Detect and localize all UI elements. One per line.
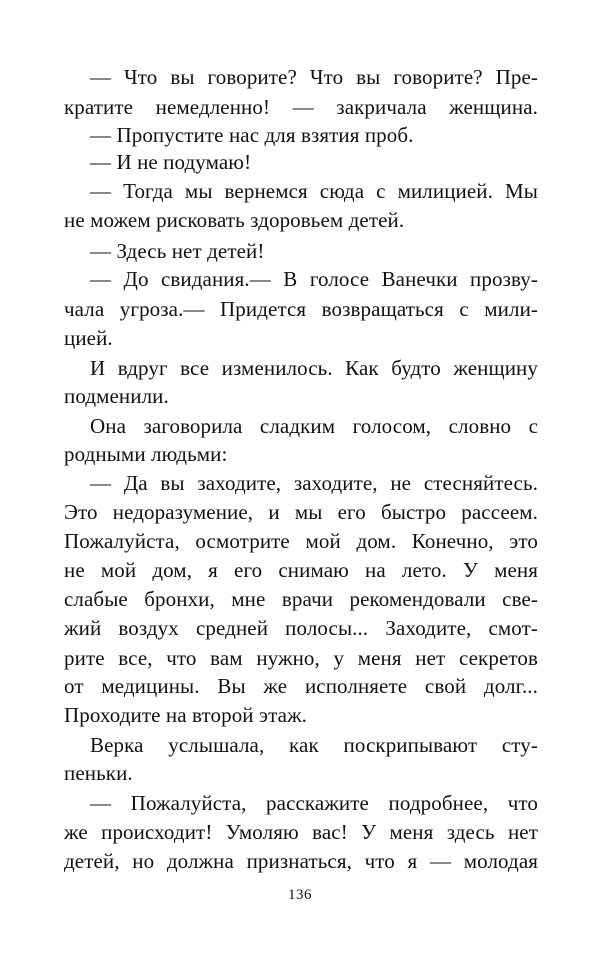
text-line: — Пропустите нас для взятия проб. bbox=[90, 123, 414, 147]
text-line: Она заговорила сладким голосом, словно с bbox=[90, 414, 538, 438]
text-line: рите все, что вам нужно, у меня нет секретов bbox=[64, 646, 538, 670]
page-number: 136 bbox=[288, 887, 312, 903]
text-line: Это недоразумение, и мы его быстро рассеем. bbox=[64, 500, 538, 524]
text-line: детей, но должна признаться, что я — молодая bbox=[64, 849, 538, 873]
text-line: — До свидания.— В голосе Ванечки прозву- bbox=[90, 267, 538, 291]
text-line: — Пожалуйста, расскажите подробнее, что bbox=[90, 791, 538, 815]
text-line: жий воздух средней полосы... Заходите, смот- bbox=[64, 616, 538, 640]
text-line: Пожалуйста, осмотрите мой дом. Конечно, это bbox=[64, 529, 538, 553]
text-line: цией. bbox=[64, 326, 113, 350]
text-line: не мой дом, я его снимаю на лето. У меня bbox=[64, 558, 538, 582]
text-line: — Тогда мы вернемся сюда с милицией. Мы bbox=[90, 179, 538, 203]
text-line: пеньки. bbox=[64, 761, 133, 785]
text-line: Проходите на второй этаж. bbox=[64, 703, 308, 727]
text-line: же происходит! Умоляю вас! У меня здесь нет bbox=[64, 820, 538, 844]
text-line: подменили. bbox=[64, 384, 169, 408]
text-line: — Да вы заходите, заходите, не стесняйтесь. bbox=[90, 471, 538, 495]
text-line: И вдруг все изменилось. Как будто женщину bbox=[90, 356, 538, 380]
text-line: кратите немедленно! — закричала женщина. bbox=[64, 95, 538, 119]
text-line: не можем рисковать здоровьем детей. bbox=[64, 208, 405, 232]
text-line: чала угроза.— Придется возвращаться с мили- bbox=[64, 297, 538, 321]
text-line: от медицины. Вы же исполняете свой долг... bbox=[64, 674, 538, 698]
text-line: Верка услышала, как поскрипывают сту- bbox=[90, 733, 538, 757]
text-line: родными людьми: bbox=[64, 442, 228, 466]
text-line: — И не подумаю! bbox=[90, 150, 252, 174]
text-line: слабые бронхи, мне врачи рекомендовали све- bbox=[64, 587, 538, 611]
text-line: — Здесь нет детей! bbox=[90, 239, 265, 263]
text-line: — Что вы говорите? Что вы говорите? Пре- bbox=[90, 65, 538, 89]
